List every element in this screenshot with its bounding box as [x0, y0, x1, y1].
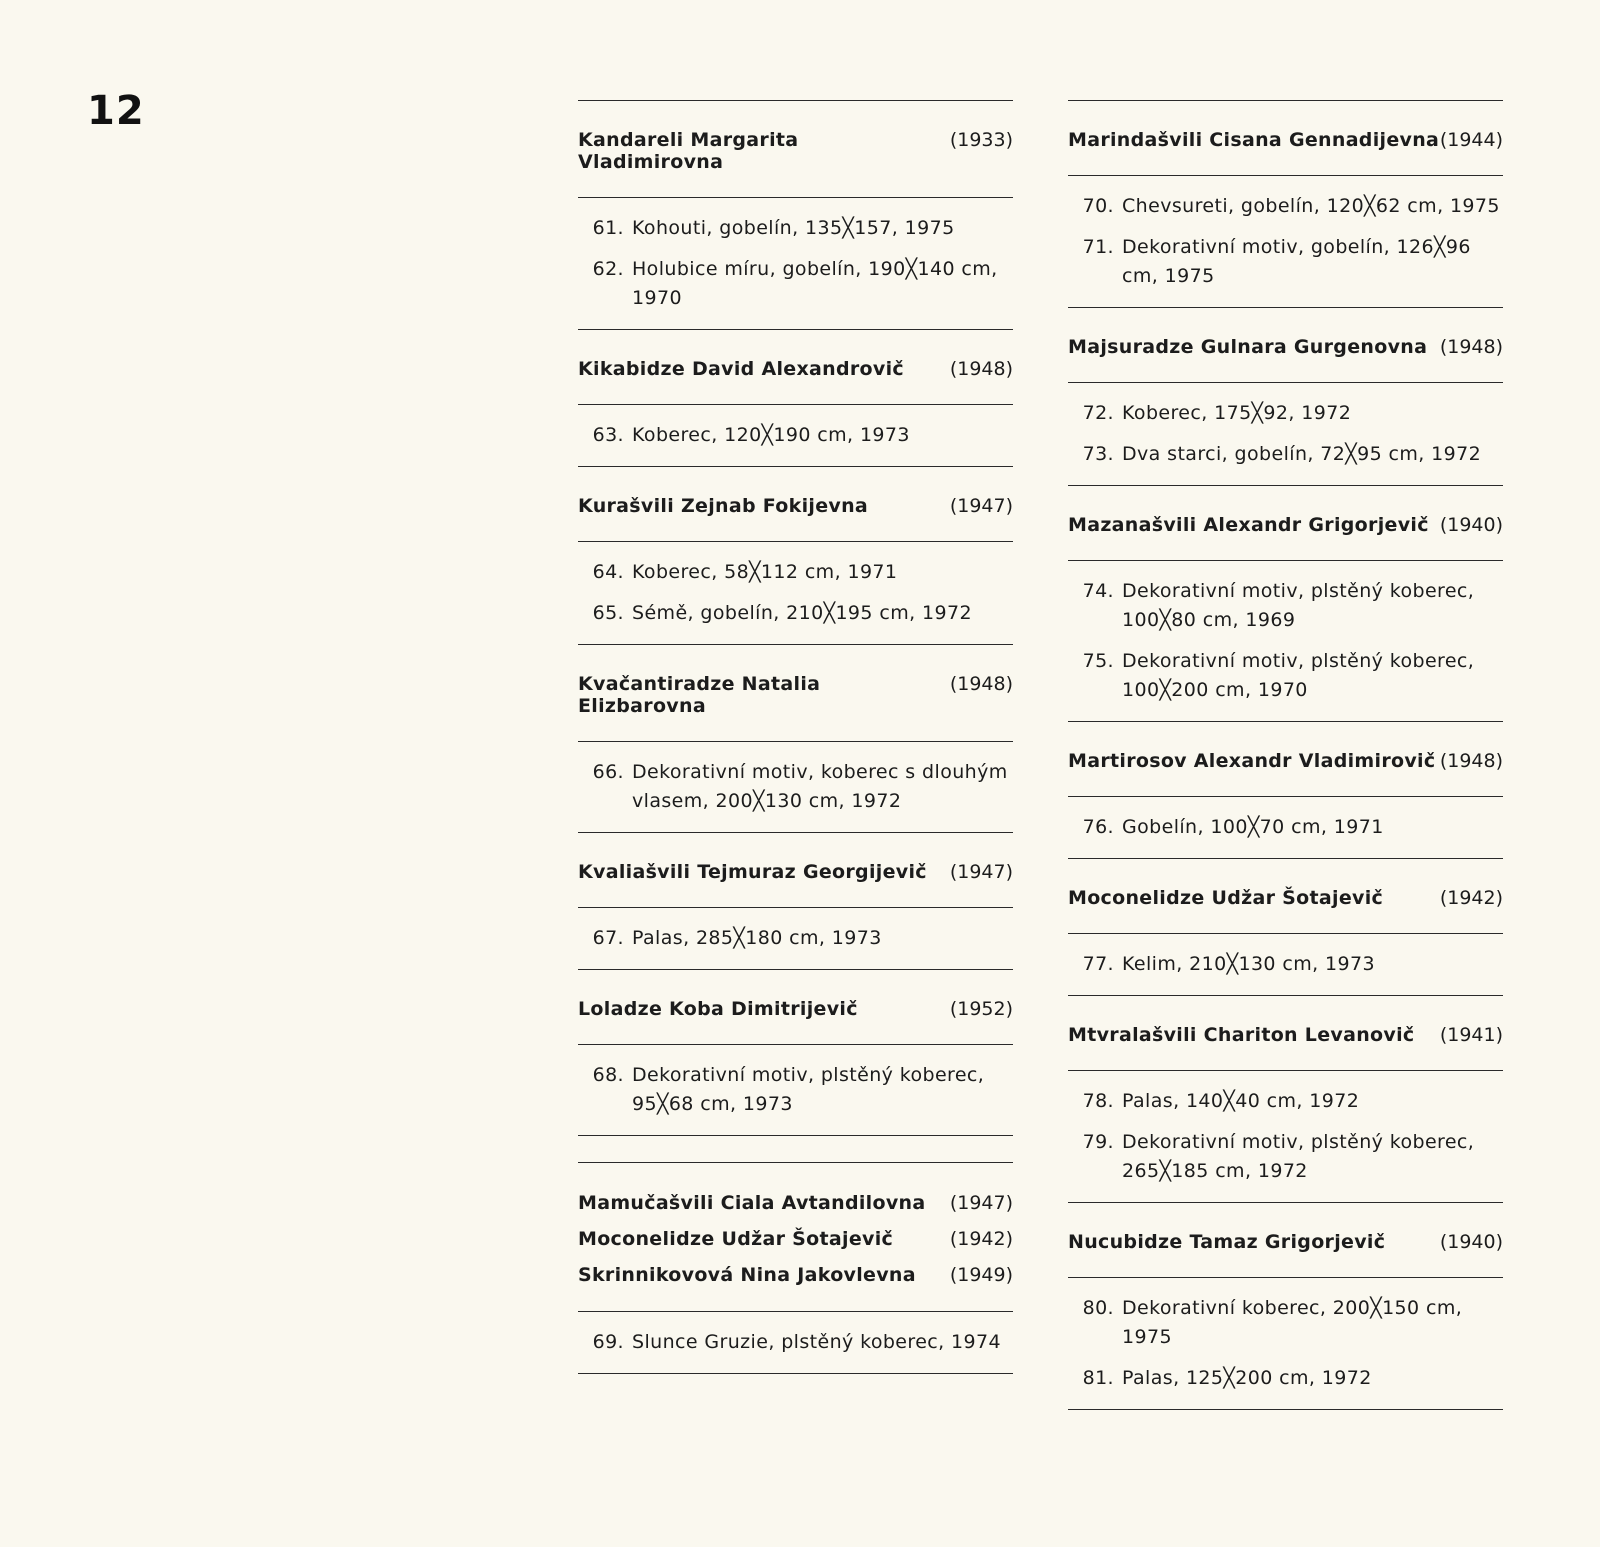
artist-heading	[1068, 101, 1503, 175]
spacer	[578, 1136, 1013, 1162]
work-item	[578, 599, 1013, 628]
work-text: Dekorativní motiv, plstěný koberec, 100╳200 cm, 1970	[1122, 650, 1475, 701]
artist-name: Skrinnikovová Nina Jakovlevna	[578, 1264, 916, 1286]
work-list	[1068, 176, 1503, 307]
artist-heading	[1068, 722, 1503, 796]
work-item	[1068, 1364, 1503, 1393]
artist-year: (1948)	[1439, 750, 1503, 772]
artist-year: (1947)	[949, 1192, 1013, 1214]
right-column	[1068, 100, 1503, 1410]
artist-name: Kurašvili Zejnab Fokijevna	[578, 495, 869, 517]
work-number: 74.	[1082, 580, 1114, 602]
group-artist	[578, 1185, 1013, 1221]
work-list	[578, 198, 1013, 329]
artist-name: Mamučašvili Ciala Avtandilovna	[578, 1192, 926, 1214]
artist-name: Marindašvili Cisana Gennadijevna	[1068, 129, 1440, 151]
work-item	[578, 255, 1013, 313]
work-text: Sémě, gobelín, 210╳195 cm, 1972	[632, 602, 972, 624]
work-item	[1068, 1294, 1503, 1352]
work-number: 62.	[592, 258, 624, 280]
artist-year: (1933)	[949, 129, 1013, 151]
artist-name: Mtvralašvili Chariton Levanovič	[1068, 1024, 1415, 1046]
work-item	[1068, 950, 1503, 979]
work-number: 69.	[592, 1331, 624, 1353]
work-list	[1068, 1278, 1503, 1409]
artist-year: (1944)	[1439, 129, 1503, 151]
artist-year: (1949)	[949, 1264, 1013, 1286]
work-number: 70.	[1082, 195, 1114, 217]
work-number: 68.	[592, 1064, 624, 1086]
artist-year: (1948)	[949, 358, 1013, 380]
work-number: 65.	[592, 602, 624, 624]
work-list	[1068, 383, 1503, 485]
work-number: 72.	[1082, 402, 1114, 424]
artist-name: Kvaliašvili Tejmuraz Georgijevič	[578, 861, 927, 883]
work-text: Palas, 125╳200 cm, 1972	[1122, 1367, 1372, 1389]
work-text: Slunce Gruzie, plstěný koberec, 1974	[632, 1331, 1001, 1353]
work-number: 66.	[592, 761, 624, 783]
artist-heading	[578, 467, 1013, 541]
work-text: Dekorativní koberec, 200╳150 cm, 1975	[1122, 1297, 1463, 1348]
artist-heading	[578, 330, 1013, 404]
right-entries	[1068, 100, 1503, 1410]
artist-name: Majsuradze Gulnara Gurgenovna	[1068, 336, 1428, 358]
work-text: Gobelín, 100╳70 cm, 1971	[1122, 816, 1384, 838]
artist-name: Martirosov Alexandr Vladimirovič	[1068, 750, 1436, 772]
artist-year: (1940)	[1439, 1231, 1503, 1253]
artist-heading	[1068, 996, 1503, 1070]
work-text: Palas, 140╳40 cm, 1972	[1122, 1090, 1360, 1112]
work-number: 76.	[1082, 816, 1114, 838]
work-text: Chevsureti, gobelín, 120╳62 cm, 1975	[1122, 195, 1500, 217]
work-list	[1068, 797, 1503, 858]
artist-heading	[578, 645, 1013, 741]
work-number: 64.	[592, 561, 624, 583]
artist-year: (1940)	[1439, 514, 1503, 536]
work-list	[578, 742, 1013, 832]
work-item	[578, 214, 1013, 243]
work-text: Koberec, 58╳112 cm, 1971	[632, 561, 898, 583]
work-list	[1068, 1071, 1503, 1202]
work-text: Kohouti, gobelín, 135╳157, 1975	[632, 217, 955, 239]
work-text: Kelim, 210╳130 cm, 1973	[1122, 953, 1375, 975]
left-column	[578, 100, 1013, 1374]
artist-year: (1947)	[949, 495, 1013, 517]
work-number: 78.	[1082, 1090, 1114, 1112]
work-item	[1068, 440, 1503, 469]
artist-year: (1947)	[949, 861, 1013, 883]
artist-name: Kandareli Margarita Vladimirovna	[578, 129, 799, 173]
work-text: Dekorativní motiv, plstěný koberec, 265╳185 cm, 1972	[1122, 1131, 1475, 1182]
work-number: 73.	[1082, 443, 1114, 465]
work-number: 71.	[1082, 236, 1114, 258]
work-number: 61.	[592, 217, 624, 239]
artist-heading	[578, 101, 1013, 197]
artist-name: Mazanašvili Alexandr Grigorjevič	[1068, 514, 1429, 536]
artist-name: Kikabidze David Alexandrovič	[578, 358, 904, 380]
artist-name: Loladze Koba Dimitrijevič	[578, 998, 858, 1020]
work-number: 67.	[592, 927, 624, 949]
work-number: 79.	[1082, 1131, 1114, 1153]
group-artist	[578, 1221, 1013, 1257]
work-item	[1068, 1128, 1503, 1186]
work-item	[1068, 647, 1503, 705]
work-text: Dekorativní motiv, koberec s dlouhým vlasem, 200╳130 cm, 1972	[632, 761, 1008, 812]
work-item	[578, 558, 1013, 587]
artist-heading	[1068, 1203, 1503, 1277]
work-list	[578, 908, 1013, 969]
work-text: Dekorativní motiv, plstěný koberec, 95╳68 cm, 1973	[632, 1064, 985, 1115]
work-item	[1068, 399, 1503, 428]
artist-name: Nucubidze Tamaz Grigorjevič	[1068, 1231, 1386, 1253]
left-entries	[578, 100, 1013, 1136]
work-text: Dekorativní motiv, gobelín, 126╳96 cm, 1975	[1122, 236, 1471, 287]
artist-year: (1952)	[949, 998, 1013, 1020]
work-text: Koberec, 120╳190 cm, 1973	[632, 424, 910, 446]
work-list	[578, 1045, 1013, 1135]
artist-name: Kvačantiradze Natalia Elizbarovna	[578, 673, 821, 717]
work-number: 80.	[1082, 1297, 1114, 1319]
work-item	[1068, 233, 1503, 291]
artist-heading	[1068, 859, 1503, 933]
work-number: 81.	[1082, 1367, 1114, 1389]
artist-heading	[578, 833, 1013, 907]
work-item	[1068, 192, 1503, 221]
work-item	[578, 1328, 1013, 1357]
rule	[578, 1373, 1013, 1374]
artist-year: (1941)	[1439, 1024, 1503, 1046]
work-item	[1068, 1087, 1503, 1116]
work-item	[578, 924, 1013, 953]
work-text: Dekorativní motiv, plstěný koberec, 100╳80 cm, 1969	[1122, 580, 1475, 631]
work-text: Holubice míru, gobelín, 190╳140 cm, 1970	[632, 258, 998, 309]
rule	[1068, 1409, 1503, 1410]
work-item	[578, 421, 1013, 450]
work-item	[578, 1061, 1013, 1119]
work-list	[1068, 934, 1503, 995]
work-text: Palas, 285╳180 cm, 1973	[632, 927, 882, 949]
work-list	[1068, 561, 1503, 721]
artist-year: (1948)	[1439, 336, 1503, 358]
work-text: Dva starci, gobelín, 72╳95 cm, 1972	[1122, 443, 1482, 465]
artist-name: Moconelidze Udžar Šotajevič	[1068, 887, 1384, 909]
work-item	[1068, 813, 1503, 842]
group-artist	[578, 1257, 1013, 1293]
work-number: 75.	[1082, 650, 1114, 672]
group-entry	[578, 1163, 1013, 1311]
work-number: 63.	[592, 424, 624, 446]
artist-heading	[578, 970, 1013, 1044]
artist-year: (1942)	[1439, 887, 1503, 909]
work-item	[1068, 577, 1503, 635]
work-item	[578, 758, 1013, 816]
artist-year: (1942)	[949, 1228, 1013, 1250]
work-number: 77.	[1082, 953, 1114, 975]
artist-year: (1948)	[949, 673, 1013, 695]
work-list	[578, 405, 1013, 466]
artist-name: Moconelidze Udžar Šotajevič	[578, 1228, 894, 1250]
work-text: Koberec, 175╳92, 1972	[1122, 402, 1352, 424]
artist-heading	[1068, 486, 1503, 560]
page-number: 12	[87, 88, 145, 134]
work-list	[578, 542, 1013, 644]
work-list	[578, 1312, 1013, 1373]
artist-heading	[1068, 308, 1503, 382]
